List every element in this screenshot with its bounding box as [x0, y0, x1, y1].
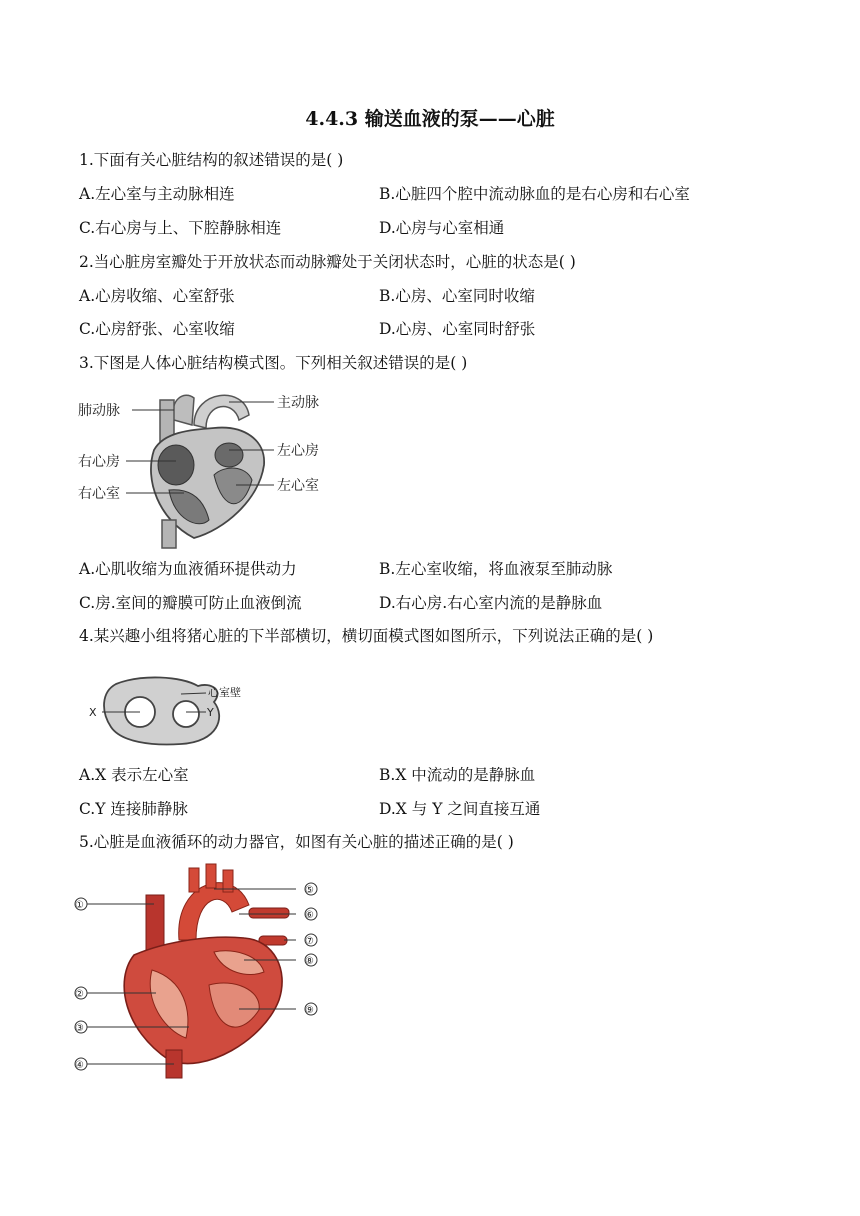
svg-text:⑤: ⑤	[305, 885, 314, 896]
question-1-stem: 1.下面有关心脏结构的叙述错误的是( )	[79, 151, 344, 169]
marker-2	[75, 987, 87, 1000]
heart-structure-figure	[74, 380, 344, 550]
svg-text:②: ②	[75, 989, 84, 1000]
q1-option-a[interactable]: A.左心室与主动脉相连	[79, 185, 235, 203]
label-right-ventricle: 右心室	[78, 486, 120, 502]
q3-option-b[interactable]: B.左心室收缩，将血液泵至肺动脉	[379, 560, 613, 578]
q2-option-a[interactable]: A.心房收缩、心室舒张	[79, 287, 235, 305]
q2-option-c[interactable]: C.心房舒张、心室收缩	[79, 320, 235, 338]
question-4-stem: 4.某兴趣小组将猪心脏的下半部横切，横切面模式图如图所示，下列说法正确的是( )	[79, 627, 654, 645]
label-y: Y	[207, 706, 214, 719]
marker-1	[75, 898, 87, 911]
q3-option-c[interactable]: C.房.室间的瓣膜可防止血液倒流	[79, 594, 302, 612]
svg-text:①: ①	[75, 900, 84, 911]
q2-option-d[interactable]: D.心房、心室同时舒张	[379, 320, 536, 338]
q1-option-b[interactable]: B.心脏四个腔中流动脉血的是右心房和右心室	[379, 185, 690, 203]
marker-3	[75, 1021, 87, 1034]
marker-7	[305, 934, 317, 947]
label-pulmonary-artery: 肺动脉	[78, 403, 120, 419]
label-left-atrium: 左心房	[277, 443, 319, 459]
svg-text:③: ③	[75, 1023, 84, 1034]
label-aorta: 主动脉	[277, 395, 319, 411]
marker-4	[75, 1058, 87, 1071]
svg-text:⑧: ⑧	[305, 956, 314, 967]
label-x: X	[89, 706, 97, 719]
label-left-ventricle: 左心室	[277, 478, 319, 494]
label-right-atrium: 右心房	[78, 454, 120, 470]
svg-text:⑨: ⑨	[305, 1005, 314, 1016]
marker-5	[305, 883, 317, 896]
svg-text:④: ④	[75, 1060, 84, 1071]
label-ventricle-wall: 心室壁	[208, 686, 241, 699]
question-3-stem: 3.下图是人体心脏结构模式图。下列相关叙述错误的是( )	[79, 354, 468, 372]
q3-option-a[interactable]: A.心肌收缩为血液循环提供动力	[79, 560, 297, 578]
svg-text:⑦: ⑦	[305, 936, 314, 947]
heart-anatomy-figure	[74, 860, 334, 1082]
q4-option-d[interactable]: D.X 与 Y 之间直接互通	[379, 800, 541, 818]
svg-text:⑥: ⑥	[305, 910, 314, 921]
marker-9	[305, 1003, 317, 1016]
marker-8	[305, 954, 317, 967]
q4-option-b[interactable]: B.X 中流动的是静脉血	[379, 766, 536, 784]
q3-option-d[interactable]: D.右心房.右心室内流的是静脉血	[379, 594, 603, 612]
question-5-stem: 5.心脏是血液循环的动力器官，如图有关心脏的描述正确的是( )	[79, 833, 514, 851]
q2-option-b[interactable]: B.心房、心室同时收缩	[379, 287, 535, 305]
marker-6	[305, 908, 317, 921]
page-title: 4.4.3 输送血液的泵——心脏	[305, 108, 555, 130]
q1-option-c[interactable]: C.右心房与上、下腔静脉相连	[79, 219, 282, 237]
cross-section-figure	[86, 672, 256, 752]
question-2-stem: 2.当心脏房室瓣处于开放状态而动脉瓣处于关闭状态时，心脏的状态是( )	[79, 253, 576, 271]
q4-option-c[interactable]: C.Y 连接肺静脉	[79, 800, 188, 818]
q4-option-a[interactable]: A.X 表示左心室	[79, 766, 189, 784]
q1-option-d[interactable]: D.心房与心室相通	[379, 219, 505, 237]
